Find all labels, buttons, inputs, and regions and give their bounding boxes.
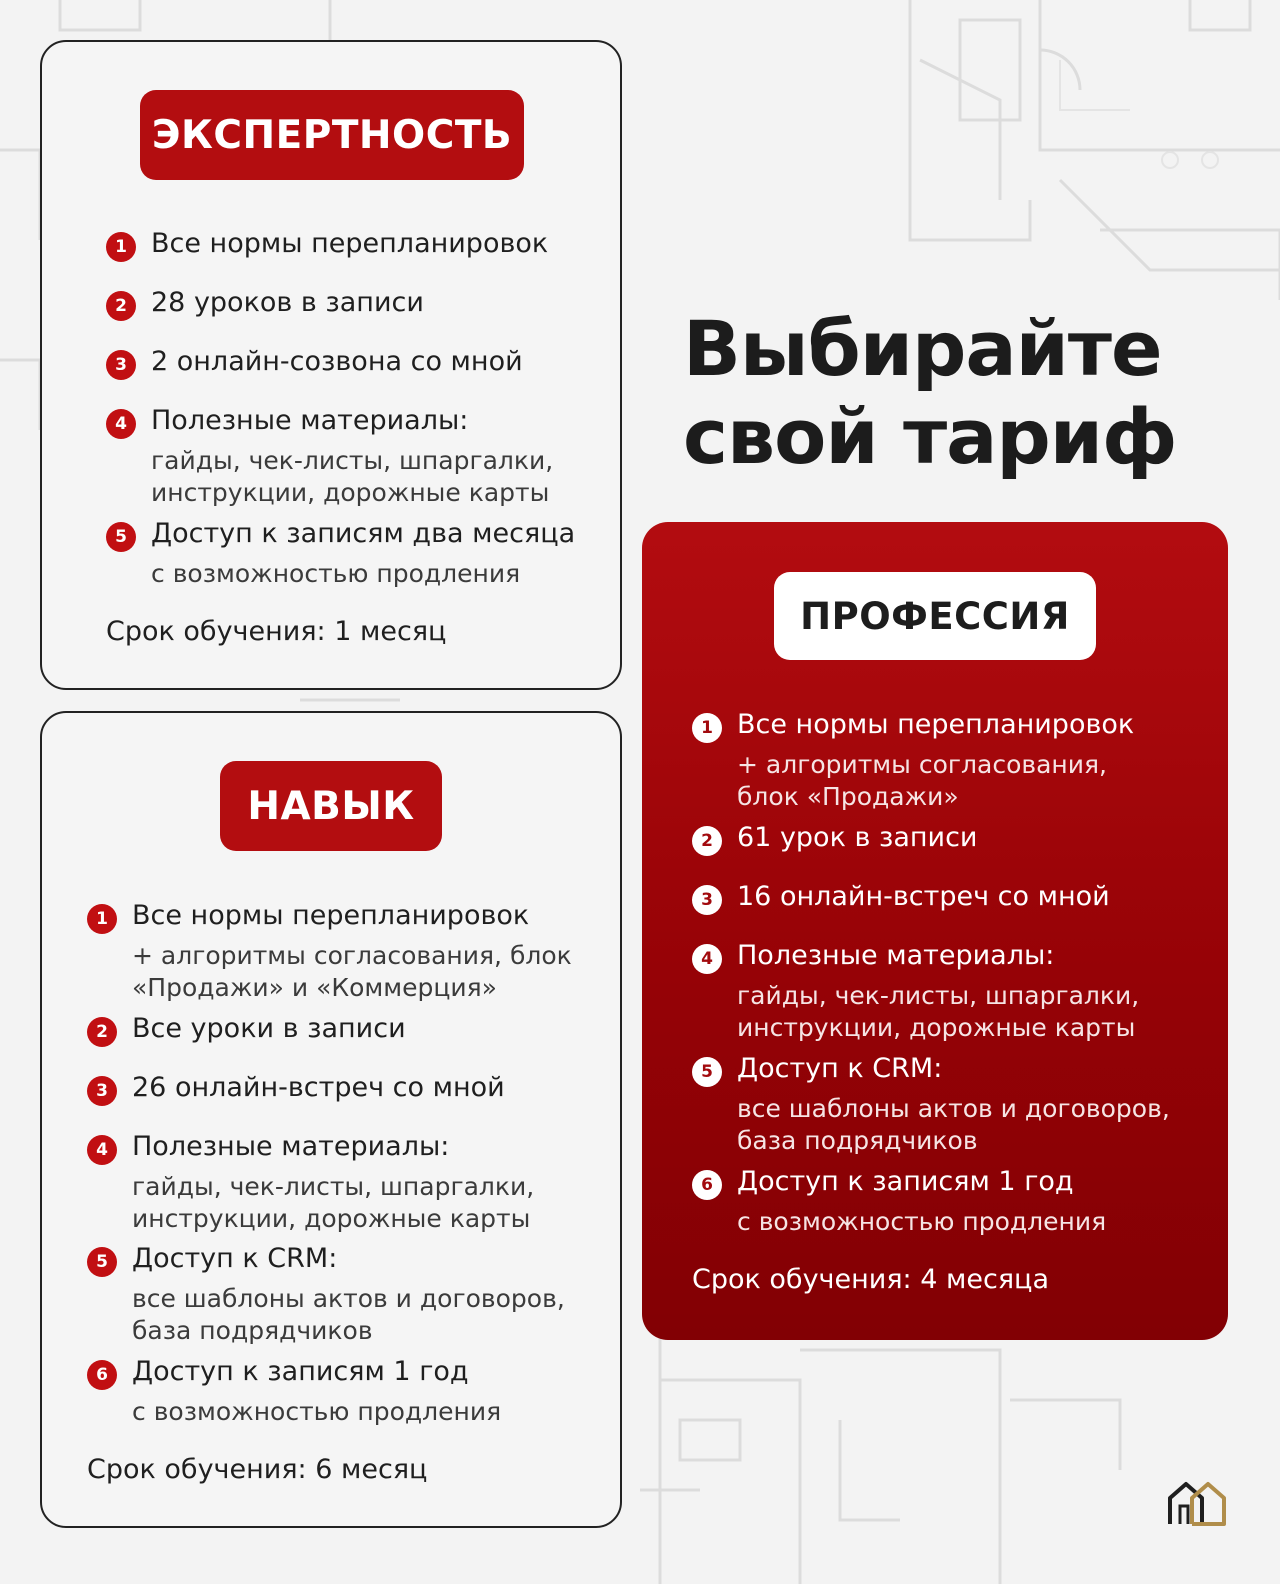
tariff-label-profession: ПРОФЕССИЯ xyxy=(774,572,1096,660)
item-title: Доступ к CRM: xyxy=(132,1243,338,1274)
item-title: 28 уроков в записи xyxy=(151,287,424,318)
item-title: 61 урок в записи xyxy=(737,822,978,853)
item-title: Доступ к записям два месяца xyxy=(151,518,576,549)
page-title-line: Выбирайте xyxy=(683,304,1162,393)
item-title: Все нормы перепланировок xyxy=(132,900,530,931)
number-badge-icon: 3 xyxy=(106,350,136,380)
number-badge-icon: 1 xyxy=(692,713,722,743)
item-description: гайды, чек-листы, шпаргалки, xyxy=(132,1172,535,1201)
number-badge-icon: 2 xyxy=(87,1017,117,1047)
tariff-card-profession xyxy=(642,522,1228,1340)
item-description: + алгоритмы согласования, блок xyxy=(132,941,572,970)
item-title: Доступ к записям 1 год xyxy=(132,1356,469,1387)
item-description: с возможностью продления xyxy=(151,559,521,588)
house-logo-icon xyxy=(1166,1480,1230,1528)
number-badge-icon: 6 xyxy=(692,1170,722,1200)
number-badge-icon: 4 xyxy=(87,1135,117,1165)
item-description: инструкции, дорожные карты xyxy=(737,1013,1136,1042)
item-description: база подрядчиков xyxy=(737,1126,978,1155)
item-title: Полезные материалы: xyxy=(132,1131,450,1162)
item-description: все шаблоны актов и договоров, xyxy=(132,1284,565,1313)
number-badge-icon: 3 xyxy=(87,1076,117,1106)
item-title: Полезные материалы: xyxy=(151,405,469,436)
number-badge-icon: 5 xyxy=(87,1247,117,1277)
tariff-label-skill: НАВЫК xyxy=(220,761,442,851)
item-title: Полезные материалы: xyxy=(737,940,1055,971)
item-title: 2 онлайн-созвона со мной xyxy=(151,346,523,377)
number-badge-icon: 4 xyxy=(106,409,136,439)
tariff-card-skill xyxy=(40,711,622,1528)
duration-label: Срок обучения: 4 месяца xyxy=(692,1264,1049,1295)
item-description: все шаблоны актов и договоров, xyxy=(737,1094,1170,1123)
number-badge-icon: 5 xyxy=(692,1057,722,1087)
number-badge-icon: 5 xyxy=(106,522,136,552)
number-badge-icon: 2 xyxy=(106,291,136,321)
item-title: Все уроки в записи xyxy=(132,1013,406,1044)
item-description: инструкции, дорожные карты xyxy=(151,478,550,507)
page-title xyxy=(683,305,1176,481)
item-description: с возможностью продления xyxy=(737,1207,1107,1236)
item-description: «Продажи» и «Коммерция» xyxy=(132,973,497,1002)
item-description: инструкции, дорожные карты xyxy=(132,1204,531,1233)
page-title-line: свой тариф xyxy=(683,392,1177,481)
item-title: Доступ к записям 1 год xyxy=(737,1166,1074,1197)
item-description: + алгоритмы согласования, xyxy=(737,750,1107,779)
item-title: 26 онлайн-встреч со мной xyxy=(132,1072,505,1103)
number-badge-icon: 6 xyxy=(87,1360,117,1390)
item-description: гайды, чек-листы, шпаргалки, xyxy=(151,446,554,475)
item-title: Все нормы перепланировок xyxy=(737,709,1135,740)
tariff-card-expertise xyxy=(40,40,622,690)
duration-label: Срок обучения: 1 месяц xyxy=(106,616,447,647)
number-badge-icon: 1 xyxy=(87,904,117,934)
item-description: гайды, чек-листы, шпаргалки, xyxy=(737,981,1140,1010)
item-description: блок «Продажи» xyxy=(737,782,959,811)
number-badge-icon: 3 xyxy=(692,885,722,915)
number-badge-icon: 2 xyxy=(692,826,722,856)
number-badge-icon: 1 xyxy=(106,232,136,262)
number-badge-icon: 4 xyxy=(692,944,722,974)
item-title: 16 онлайн-встреч со мной xyxy=(737,881,1110,912)
item-title: Все нормы перепланировок xyxy=(151,228,549,259)
item-description: база подрядчиков xyxy=(132,1316,373,1345)
item-description: с возможностью продления xyxy=(132,1397,502,1426)
duration-label: Срок обучения: 6 месяц xyxy=(87,1454,428,1485)
item-title: Доступ к CRM: xyxy=(737,1053,943,1084)
tariff-label-expertise: ЭКСПЕРТНОСТЬ xyxy=(140,90,524,180)
